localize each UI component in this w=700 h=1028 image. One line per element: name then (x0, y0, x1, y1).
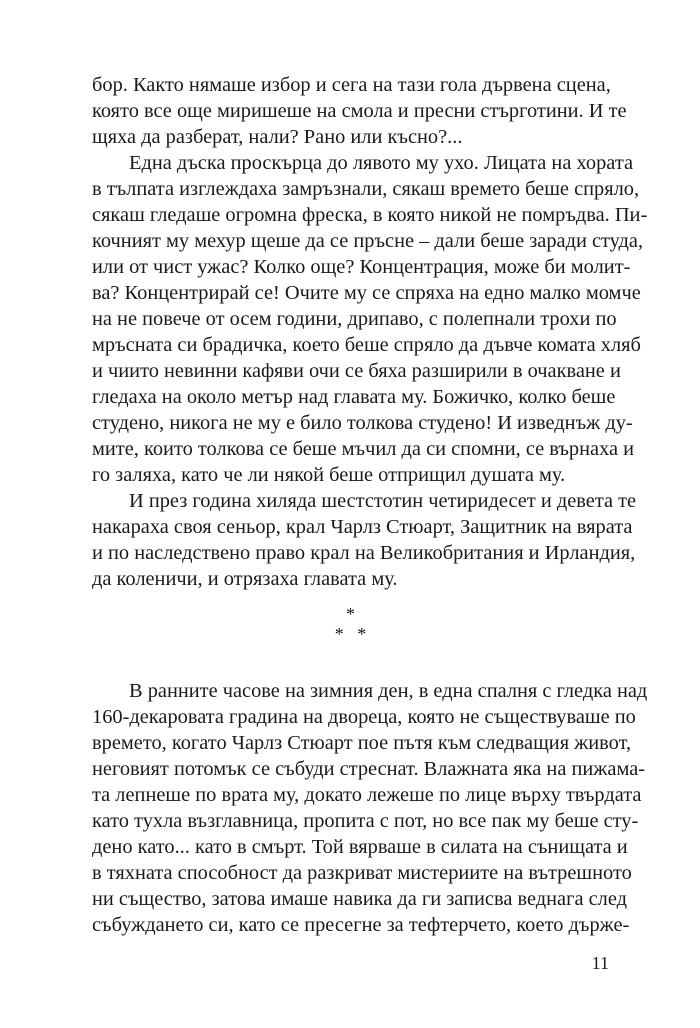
text-line: ва? Концентрирай се! Очите му се спряха на едно малко момче (92, 282, 641, 304)
paragraph-first-line: В ранните часове на зимния ден, в една спалня с гледка над (129, 680, 648, 702)
text-line: събуждането си, като се пресегне за тефтерчето, което държе- (92, 914, 630, 936)
text-line: щяха да разберат, нали? Рано или късно?... (92, 126, 463, 148)
text-line: неговият потомък се събуди стреснат. Влажната яка на пижама- (92, 758, 646, 780)
text-line: в тълпата изглеждаха замръзнали, сякаш времето беше спряло, (92, 178, 640, 200)
paragraph-first-line: Една дъска проскърца до лявото му ухо. Лицата на хората (129, 152, 634, 174)
text-line: в тяхната способност да разкриват мистериите на вътрешното (92, 862, 632, 884)
text-line: мръсната си брадичка, което беше спряло да дъвче комата хляб (92, 334, 641, 356)
text-line: студено, никога не му е било толкова студено! И изведнъж ду- (92, 412, 633, 434)
text-line: или от чист ужас? Колко още? Концентрация, може би молит- (92, 256, 631, 278)
text-line: та лепнеше по врата му, докато лежеше по лице върху твърдата (92, 784, 642, 806)
paragraph-first-line: И през година хиляда шестстотин четиридесет и девета те (129, 490, 637, 512)
text-line: да коленичи, и отрязаха главата му. (92, 568, 398, 590)
section-separator-bottom: * * (334, 624, 367, 644)
text-line: и чиито невинни кафяви очи се бяха разширили в очакване и (92, 360, 621, 382)
text-line: 160-декаровата градина на двореца, която не съществуваше по (92, 706, 636, 728)
text-line: която все още миришеше на смола и пресни стърготини. И те (92, 100, 627, 122)
text-line: дено като... като в смърт. Той вярваше в силата на сънищата и (92, 836, 628, 858)
text-line: времето, когато Чарлз Стюарт пое пътя към следващия живот, (92, 732, 632, 754)
text-line: мите, които толкова се беше мъчил да си спомни, се върнаха и (92, 438, 635, 460)
text-line: ни същество, затова имаше навика да ги записва веднага след (92, 888, 627, 910)
section-separator-top: * (346, 604, 355, 624)
text-line: кочният му мехур щеше да се пръсне – дали беше заради студа, (92, 230, 644, 252)
text-line: и по наследствено право крал на Великобритания и Ирландия, (92, 542, 636, 564)
text-line: гледаха на около метър над главата му. Божичко, колко беше (92, 386, 616, 408)
book-page (92, 72, 648, 1012)
text-line: го заляха, като че ли някой беше отприщил душата му. (92, 464, 566, 486)
text-line: като тухла възглавница, пропита с пот, но все пак му беше сту- (92, 810, 639, 832)
text-line: накараха своя сеньор, крал Чарлз Стюарт, Защитник на вярата (92, 516, 633, 538)
text-line: на не повече от осем години, дрипаво, с полепнали трохи по (92, 308, 617, 330)
text-line: сякаш гледаше огромна фреска, в която никой не помръдва. Пи- (92, 204, 648, 226)
text-line: бор. Както нямаше избор и сега на тази гола дървена сцена, (92, 74, 611, 96)
page-number: 11 (591, 953, 609, 973)
